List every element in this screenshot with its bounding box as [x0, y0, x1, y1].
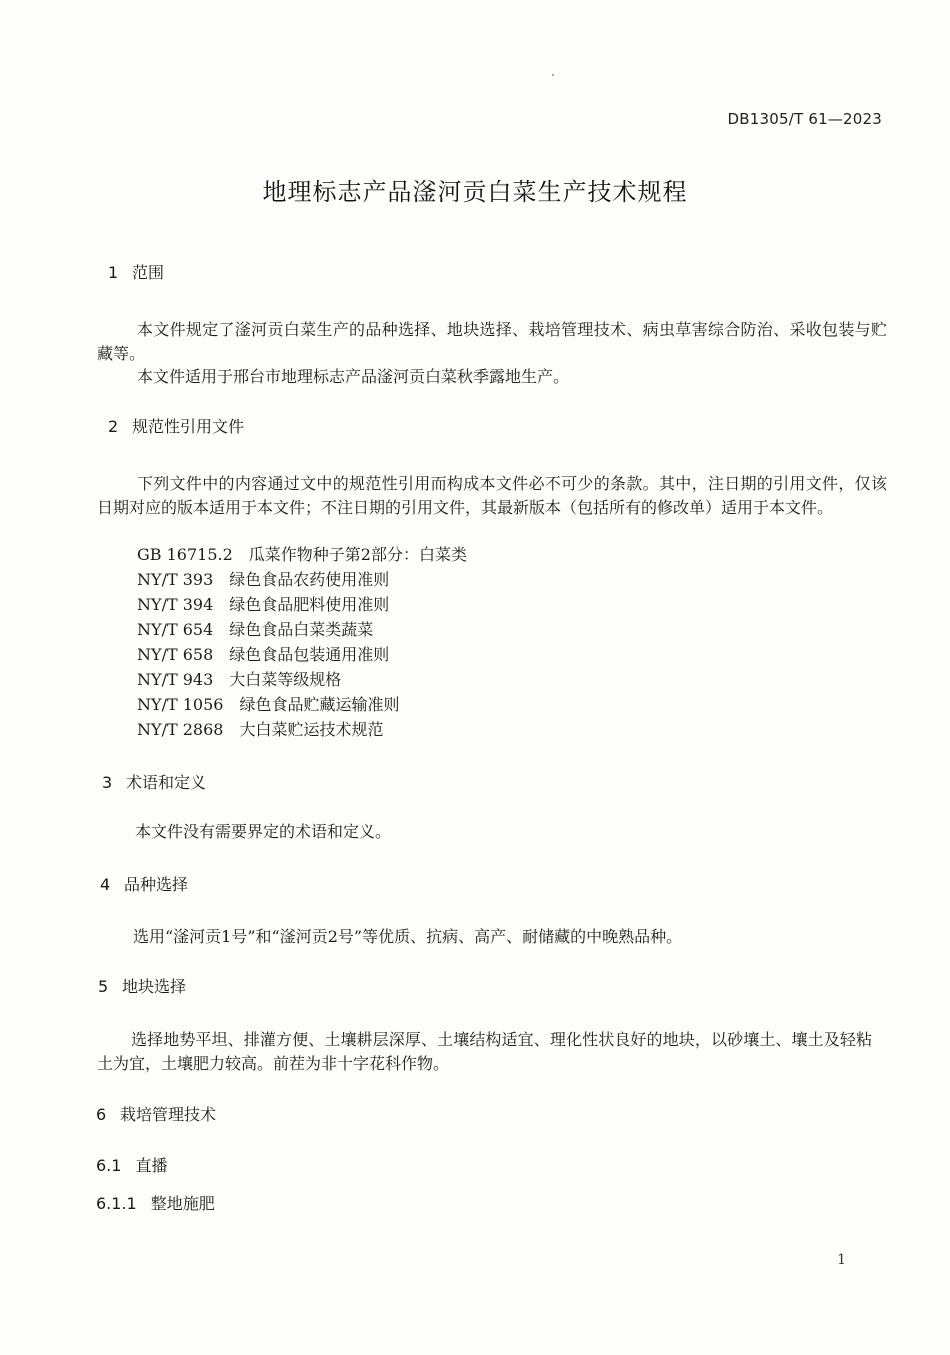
page-number: 1 [837, 1252, 846, 1268]
subsection-number: 6.1 [96, 1156, 122, 1175]
reference-item [137, 592, 467, 617]
section-title: 品种选择 [124, 875, 189, 894]
reference-item [137, 567, 467, 592]
section-heading-variety [100, 872, 188, 895]
subsection-title: 整地施肥 [150, 1194, 215, 1213]
subsection-title: 直播 [135, 1156, 168, 1175]
reference-item [137, 667, 467, 692]
section-heading-cultivation [96, 1102, 216, 1125]
reference-title: 绿色食品贮藏运输准则 [239, 695, 400, 714]
reference-title: 绿色食品白菜类蔬菜 [229, 620, 374, 639]
reference-code: NY/T 2868 [137, 720, 224, 739]
reference-item [137, 617, 467, 642]
reference-list [137, 542, 467, 742]
reference-item [137, 717, 467, 742]
reference-code: NY/T 654 [137, 620, 214, 639]
plot-paragraph: 选择地势平坦、排灌方便、土壤耕层深厚、土壤结构适宜、理化性状良好的地块，以砂壤土、壤土及轻粘土为宜，土壤肥力较高。前茬为非十字花科作物。 [97, 1030, 872, 1073]
section-number: 5 [98, 977, 109, 996]
reference-title: 大白菜贮运技术规范 [239, 720, 384, 739]
scan-speck [552, 74, 554, 76]
section-title: 栽培管理技术 [120, 1105, 217, 1124]
reference-code: NY/T 943 [137, 670, 214, 689]
section-heading-scope [108, 260, 164, 283]
references-intro-paragraph: 下列文件中的内容通过文中的规范性引用而构成本文件必不可少的条款。其中，注日期的引用文件，仅该日期对应的版本适用于本文件；不注日期的引用文件，其最新版本（包括所有的修改单）适用于本文件。 [97, 474, 887, 517]
subsection-number: 6.1.1 [96, 1194, 137, 1213]
section-title: 规范性引用文件 [132, 417, 245, 436]
scope-paragraph-2: 本文件适用于邢台市地理标志产品滏河贡白菜秋季露地生产。 [137, 367, 570, 386]
section-title: 术语和定义 [126, 773, 207, 792]
reference-code: NY/T 1056 [137, 695, 224, 714]
reference-code: NY/T 394 [137, 595, 214, 614]
scope-paragraph-1: 本文件规定了滏河贡白菜生产的品种选择、地块选择、栽培管理技术、病虫草害综合防治、采收包装与贮藏等。 [97, 320, 887, 363]
terms-paragraph: 本文件没有需要界定的术语和定义。 [135, 822, 392, 841]
reference-title: 绿色食品肥料使用准则 [229, 595, 390, 614]
section-number: 4 [100, 875, 111, 894]
subsection-heading-land-preparation [96, 1191, 215, 1214]
reference-title: 绿色食品农药使用准则 [229, 570, 390, 589]
section-number: 1 [108, 263, 119, 282]
section-heading-normative-references [108, 414, 244, 437]
document-title: 地理标志产品滏河贡白菜生产技术规程 [262, 178, 688, 206]
section-title: 地块选择 [122, 977, 187, 996]
section-number: 6 [96, 1105, 107, 1124]
reference-title: 大白菜等级规格 [229, 670, 342, 689]
reference-title: 绿色食品包装通用准则 [229, 645, 390, 664]
reference-item [137, 692, 467, 717]
subsection-heading-direct-seeding [96, 1153, 167, 1176]
reference-code: NY/T 393 [137, 570, 214, 589]
section-number: 2 [108, 417, 119, 436]
variety-paragraph: 选用“滏河贡1号”和“滏河贡2号”等优质、抗病、高产、耐储藏的中晚熟品种。 [133, 927, 683, 946]
reference-title: 瓜菜作物种子第2部分：白菜类 [248, 545, 467, 564]
reference-code: NY/T 658 [137, 645, 214, 664]
section-heading-terms [102, 770, 206, 793]
document-number: DB1305/T 61—2023 [727, 110, 882, 128]
reference-code: GB 16715.2 [137, 545, 233, 564]
section-number: 3 [102, 773, 113, 792]
reference-item [137, 642, 467, 667]
section-title: 范围 [132, 263, 165, 282]
section-heading-plot [98, 974, 186, 997]
reference-item [137, 542, 467, 567]
